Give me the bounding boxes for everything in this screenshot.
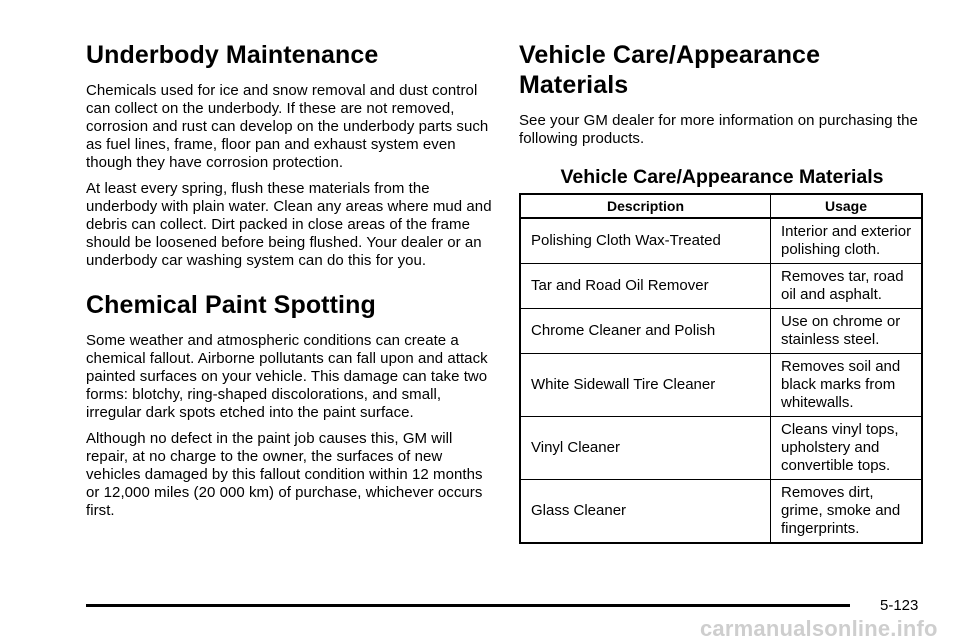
usage-cell: Use on chrome or stainless steel. <box>771 309 923 354</box>
paragraph: Some weather and atmospheric conditions can create a chemical fallout. Airborne pollutants can fall upon and attack painted surfaces on your vehicle. This damage can take two forms: blotchy, ring-shaped discolorations, and small, irregular dark spots etched into the paint surface. <box>86 332 488 421</box>
footer-rule <box>86 604 850 607</box>
table-row <box>520 354 922 417</box>
paragraph: At least every spring, flush these materials from the underbody with plain water. Clean any areas where mud and debris can collect. Dirt packed in close areas of the frame should be loosened before being flushed. Your dealer or an underbody car washing system can do this for you. <box>86 180 492 269</box>
section-heading-underbody-maintenance: Underbody Maintenance <box>86 41 379 69</box>
table-title: Vehicle Care/Appearance Materials <box>560 166 884 188</box>
usage-cell: Removes tar, road oil and asphalt. <box>771 264 923 309</box>
description-cell: Tar and Road Oil Remover <box>520 264 771 309</box>
paragraph: Chemicals used for ice and snow removal and dust control can collect on the underbody. If these are not removed, corrosion and rust can develop on the underbody parts such as fuel lines, frame, floor pan and exhaust system even though they have corrosion protection. <box>86 82 489 171</box>
column-header-usage: Usage <box>771 194 923 218</box>
table-header-row <box>520 194 922 218</box>
materials-table <box>519 193 923 544</box>
page-number: 5-123 <box>880 597 919 614</box>
intro-paragraph: See your GM dealer for more information on purchasing the following products. <box>519 112 918 147</box>
watermark: carmanualsonline.info <box>700 616 938 641</box>
usage-cell: Removes dirt, grime, smoke and fingerprints. <box>771 480 923 544</box>
column-header-description: Description <box>520 194 771 218</box>
usage-cell: Cleans vinyl tops, upholstery and convertible tops. <box>771 417 923 480</box>
table-row <box>520 264 922 309</box>
table-row <box>520 480 922 544</box>
usage-cell: Interior and exterior polishing cloth. <box>771 218 923 264</box>
section-heading-vehicle-care: Vehicle Care/Appearance Materials <box>519 41 821 99</box>
right-column <box>519 40 925 544</box>
left-column <box>86 40 496 528</box>
description-cell: White Sidewall Tire Cleaner <box>520 354 771 417</box>
description-cell: Glass Cleaner <box>520 480 771 544</box>
section-heading-chemical-paint-spotting: Chemical Paint Spotting <box>86 291 376 319</box>
description-cell: Vinyl Cleaner <box>520 417 771 480</box>
table-row <box>520 417 922 480</box>
table-row <box>520 309 922 354</box>
description-cell: Polishing Cloth Wax-Treated <box>520 218 771 264</box>
paragraph: Although no defect in the paint job causes this, GM will repair, at no charge to the owner, the surfaces of new vehicles damaged by this fallout condition within 12 months or 12,000 miles (20 000 km) of purchase, whichever occurs first. <box>86 430 483 519</box>
description-cell: Chrome Cleaner and Polish <box>520 309 771 354</box>
usage-cell: Removes soil and black marks from whitewalls. <box>771 354 923 417</box>
table-row <box>520 218 922 264</box>
